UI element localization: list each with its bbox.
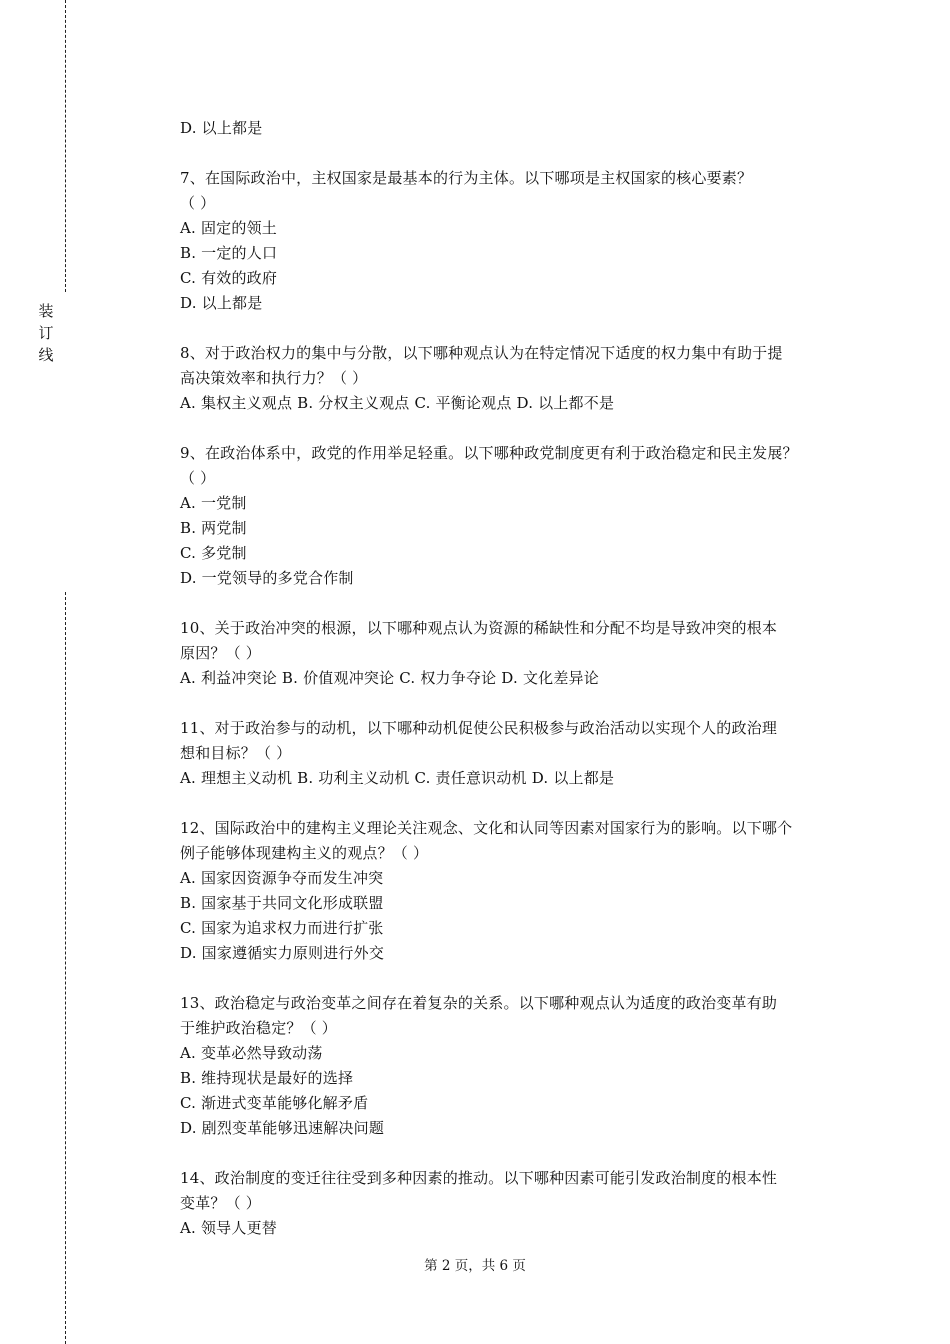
- question-13-stem-cont: 于维护政治稳定？（ ）: [180, 1019, 337, 1037]
- question-9-stem: 9、在政治体系中，政党的作用举足轻重。以下哪种政党制度更有利于政治稳定和民主发展？: [180, 444, 798, 462]
- page-footer: 第 2 页，共 6 页: [424, 1258, 526, 1274]
- question-9-option-b: B. 两党制: [180, 519, 247, 537]
- question-13-option-c: C. 渐进式变革能够化解矛盾: [180, 1094, 369, 1112]
- question-11-options: A. 理想主义动机 B. 功利主义动机 C. 责任意识动机 D. 以上都是: [180, 769, 615, 787]
- binding-char: 装: [38, 302, 54, 320]
- question-14-option-a: A. 领导人更替: [180, 1219, 277, 1237]
- question-7-stem: 7、在国际政治中，主权国家是最基本的行为主体。以下哪项是主权国家的核心要素？: [180, 169, 753, 187]
- question-11-stem-cont: 想和目标？（ ）: [180, 744, 292, 762]
- question-11-stem: 11、对于政治参与的动机，以下哪种动机促使公民积极参与政治活动以实现个人的政治理: [180, 719, 778, 737]
- question-10-options: A. 利益冲突论 B. 价值观冲突论 C. 权力争夺论 D. 文化差异论: [180, 669, 599, 687]
- question-6-option-d: D. 以上都是: [180, 119, 263, 137]
- question-9-option-a: A. 一党制: [180, 494, 247, 512]
- binding-char: 线: [38, 346, 54, 364]
- question-8-stem: 8、对于政治权力的集中与分散，以下哪种观点认为在特定情况下适度的权力集中有助于提: [180, 344, 783, 362]
- question-9-option-c: C. 多党制: [180, 544, 247, 562]
- binding-char: 订: [38, 324, 54, 342]
- question-8-options: A. 集权主义观点 B. 分权主义观点 C. 平衡论观点 D. 以上都不是: [180, 394, 615, 412]
- question-9-option-d: D. 一党领导的多党合作制: [180, 569, 354, 587]
- question-13-stem: 13、政治稳定与政治变革之间存在着复杂的关系。以下哪种观点认为适度的政治变革有助: [180, 994, 778, 1012]
- question-9-stem-cont: （ ）: [180, 469, 216, 487]
- question-7-option-c: C. 有效的政府: [180, 269, 278, 287]
- question-10-stem-cont: 原因？（ ）: [180, 644, 261, 662]
- binding-dashed-line-top: [65, 0, 66, 292]
- question-8-stem-cont: 高决策效率和执行力？（ ）: [180, 369, 368, 387]
- question-13-option-d: D. 剧烈变革能够迅速解决问题: [180, 1119, 385, 1137]
- question-12-option-a: A. 国家因资源争夺而发生冲突: [180, 869, 384, 887]
- binding-line-label: [36, 300, 56, 366]
- question-12-option-c: C. 国家为追求权力而进行扩张: [180, 919, 384, 937]
- binding-dashed-line-bottom: [65, 592, 66, 1344]
- question-12-stem-cont: 例子能够体现建构主义的观点？（ ）: [180, 844, 429, 862]
- question-7-stem-cont: （ ）: [180, 194, 216, 212]
- question-12-stem: 12、国际政治中的建构主义理论关注观念、文化和认同等因素对国家行为的影响。以下哪个: [180, 819, 793, 837]
- question-14-stem-cont: 变革？（ ）: [180, 1194, 261, 1212]
- question-14-stem: 14、政治制度的变迁往往受到多种因素的推动。以下哪种因素可能引发政治制度的根本性: [180, 1169, 778, 1187]
- question-13-option-b: B. 维持现状是最好的选择: [180, 1069, 354, 1087]
- question-list: [180, 116, 850, 1241]
- question-13-option-a: A. 变革必然导致动荡: [180, 1044, 323, 1062]
- question-12-option-d: D. 国家遵循实力原则进行外交: [180, 944, 385, 962]
- question-10-stem: 10、关于政治冲突的根源，以下哪种观点认为资源的稀缺性和分配不均是导致冲突的根本: [180, 619, 778, 637]
- question-7-option-a: A. 固定的领土: [180, 219, 277, 237]
- question-12-option-b: B. 国家基于共同文化形成联盟: [180, 894, 384, 912]
- question-7-option-b: B. 一定的人口: [180, 244, 278, 262]
- question-7-option-d: D. 以上都是: [180, 294, 263, 312]
